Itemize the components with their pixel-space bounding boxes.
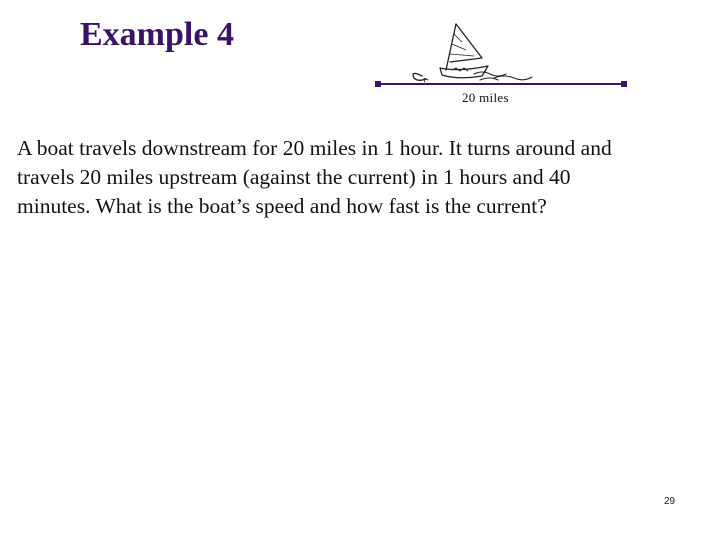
distance-end-marker [621,81,627,87]
distance-line [375,81,627,87]
problem-line: travels 20 miles upstream (against the current) in 1 hours and 40 [17,165,571,189]
distance-start-marker [375,81,381,87]
problem-line: A boat travels downstream for 20 miles in 1 hour. It turns around and [17,136,612,160]
boat-distance-figure [370,18,640,118]
slide-title: Example 4 [80,16,234,53]
problem-line: minutes. What is the boat’s speed and how fast is the current? [17,194,547,218]
distance-label: 20 miles [462,90,509,105]
problem-statement [17,134,707,221]
page-number: 29 [664,496,676,507]
